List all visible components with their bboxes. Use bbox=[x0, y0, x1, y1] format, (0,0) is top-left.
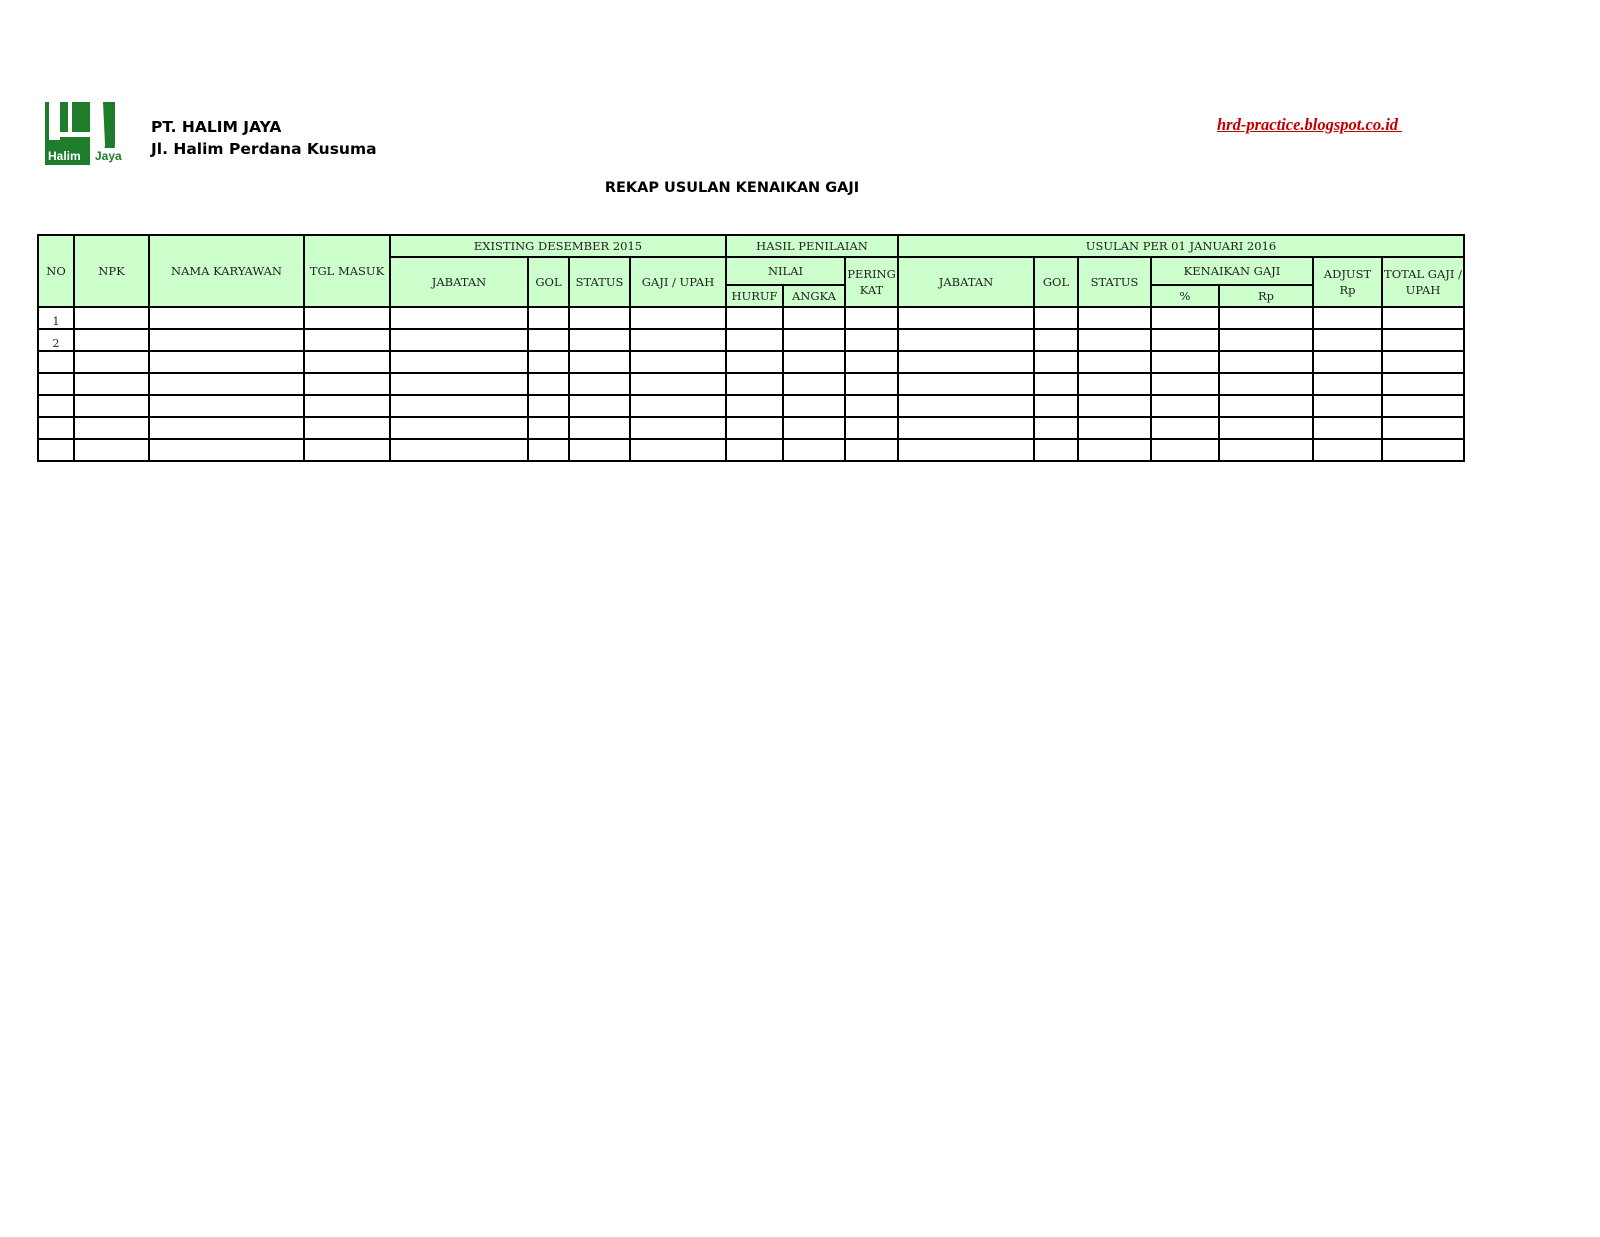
header-total-gaji: TOTAL GAJI / UPAH bbox=[1382, 257, 1464, 307]
cell-huruf bbox=[726, 307, 783, 329]
cell-existing-gaji bbox=[630, 351, 726, 373]
header-usulan-status: STATUS bbox=[1078, 257, 1151, 307]
cell-kenaikan-persen bbox=[1151, 439, 1219, 461]
header-nama-karyawan: NAMA KARYAWAN bbox=[149, 235, 304, 307]
header-nilai: NILAI bbox=[726, 257, 845, 285]
cell-usulan-gol bbox=[1034, 373, 1078, 395]
cell-peringkat bbox=[845, 439, 898, 461]
cell-angka bbox=[783, 307, 845, 329]
cell-usulan-status bbox=[1078, 439, 1151, 461]
cell-existing-gol bbox=[528, 307, 569, 329]
header-kenaikan-gaji: KENAIKAN GAJI bbox=[1151, 257, 1313, 285]
table-row bbox=[38, 417, 1464, 439]
cell-no: 2 bbox=[38, 329, 74, 351]
cell-existing-status bbox=[569, 329, 630, 351]
header-existing-gaji: GAJI / UPAH bbox=[630, 257, 726, 307]
cell-usulan-jabatan bbox=[898, 417, 1034, 439]
table-row bbox=[38, 439, 1464, 461]
cell-existing-jabatan bbox=[390, 373, 528, 395]
cell-nama-karyawan bbox=[149, 395, 304, 417]
cell-angka bbox=[783, 417, 845, 439]
company-address: Jl. Halim Perdana Kusuma bbox=[151, 140, 377, 158]
company-logo bbox=[45, 102, 130, 165]
cell-peringkat bbox=[845, 373, 898, 395]
cell-usulan-jabatan bbox=[898, 373, 1034, 395]
cell-usulan-gol bbox=[1034, 417, 1078, 439]
header-hasil-penilaian-group: HASIL PENILAIAN bbox=[726, 235, 898, 257]
cell-existing-status bbox=[569, 417, 630, 439]
header-existing-gol: GOL bbox=[528, 257, 569, 307]
cell-huruf bbox=[726, 417, 783, 439]
cell-usulan-status bbox=[1078, 351, 1151, 373]
cell-kenaikan-rp bbox=[1219, 351, 1313, 373]
cell-total-gaji bbox=[1382, 439, 1464, 461]
header-usulan-group: USULAN PER 01 JANUARI 2016 bbox=[898, 235, 1464, 257]
cell-kenaikan-persen bbox=[1151, 395, 1219, 417]
cell-existing-gaji bbox=[630, 395, 726, 417]
cell-huruf bbox=[726, 439, 783, 461]
cell-existing-gol bbox=[528, 351, 569, 373]
cell-npk bbox=[74, 329, 149, 351]
document-title: REKAP USULAN KENAIKAN GAJI bbox=[604, 180, 860, 196]
cell-angka bbox=[783, 373, 845, 395]
cell-usulan-jabatan bbox=[898, 351, 1034, 373]
header-adjust-rp: ADJUST Rp bbox=[1313, 257, 1382, 307]
cell-peringkat bbox=[845, 395, 898, 417]
cell-kenaikan-rp bbox=[1219, 417, 1313, 439]
cell-total-gaji bbox=[1382, 307, 1464, 329]
cell-nama-karyawan bbox=[149, 439, 304, 461]
cell-nama-karyawan bbox=[149, 307, 304, 329]
cell-nama-karyawan bbox=[149, 417, 304, 439]
cell-npk bbox=[74, 351, 149, 373]
table-body bbox=[38, 307, 1464, 461]
cell-existing-jabatan bbox=[390, 351, 528, 373]
cell-angka bbox=[783, 439, 845, 461]
cell-no bbox=[38, 439, 74, 461]
header-persen: % bbox=[1151, 285, 1219, 307]
table-row bbox=[38, 373, 1464, 395]
cell-existing-gol bbox=[528, 329, 569, 351]
cell-nama-karyawan bbox=[149, 351, 304, 373]
cell-usulan-jabatan bbox=[898, 307, 1034, 329]
cell-no: 1 bbox=[38, 307, 74, 329]
table-row bbox=[38, 329, 1464, 351]
cell-usulan-gol bbox=[1034, 351, 1078, 373]
cell-usulan-status bbox=[1078, 307, 1151, 329]
cell-adjust-rp bbox=[1313, 395, 1382, 417]
cell-existing-status bbox=[569, 395, 630, 417]
table-row bbox=[38, 307, 1464, 329]
cell-nama-karyawan bbox=[149, 373, 304, 395]
cell-kenaikan-rp bbox=[1219, 373, 1313, 395]
cell-existing-status bbox=[569, 351, 630, 373]
cell-npk bbox=[74, 307, 149, 329]
header-no: NO bbox=[38, 235, 74, 307]
cell-usulan-status bbox=[1078, 417, 1151, 439]
cell-total-gaji bbox=[1382, 395, 1464, 417]
cell-adjust-rp bbox=[1313, 351, 1382, 373]
cell-existing-gol bbox=[528, 395, 569, 417]
cell-kenaikan-persen bbox=[1151, 351, 1219, 373]
cell-peringkat bbox=[845, 329, 898, 351]
halim-jaya-logo-icon bbox=[45, 102, 130, 165]
cell-kenaikan-rp bbox=[1219, 439, 1313, 461]
logo-word-right: Jaya bbox=[95, 149, 122, 163]
cell-peringkat bbox=[845, 351, 898, 373]
cell-total-gaji bbox=[1382, 417, 1464, 439]
header-existing-jabatan: JABATAN bbox=[390, 257, 528, 307]
cell-usulan-jabatan bbox=[898, 439, 1034, 461]
cell-no bbox=[38, 417, 74, 439]
header-huruf: HURUF bbox=[726, 285, 783, 307]
cell-usulan-gol bbox=[1034, 307, 1078, 329]
cell-usulan-jabatan bbox=[898, 395, 1034, 417]
cell-adjust-rp bbox=[1313, 417, 1382, 439]
cell-usulan-jabatan bbox=[898, 329, 1034, 351]
cell-huruf bbox=[726, 373, 783, 395]
cell-usulan-status bbox=[1078, 373, 1151, 395]
cell-npk bbox=[74, 373, 149, 395]
cell-angka bbox=[783, 329, 845, 351]
table-row bbox=[38, 351, 1464, 373]
cell-no bbox=[38, 351, 74, 373]
cell-no bbox=[38, 373, 74, 395]
cell-existing-jabatan bbox=[390, 395, 528, 417]
salary-recap-table bbox=[37, 234, 1465, 462]
cell-angka bbox=[783, 351, 845, 373]
cell-nama-karyawan bbox=[149, 329, 304, 351]
cell-tgl-masuk bbox=[304, 329, 390, 351]
table-row bbox=[38, 395, 1464, 417]
cell-huruf bbox=[726, 329, 783, 351]
cell-usulan-gol bbox=[1034, 329, 1078, 351]
cell-kenaikan-persen bbox=[1151, 417, 1219, 439]
cell-existing-gaji bbox=[630, 373, 726, 395]
header-npk: NPK bbox=[74, 235, 149, 307]
cell-existing-gol bbox=[528, 417, 569, 439]
cell-existing-jabatan bbox=[390, 417, 528, 439]
cell-existing-jabatan bbox=[390, 439, 528, 461]
cell-npk bbox=[74, 417, 149, 439]
company-block bbox=[151, 116, 377, 160]
cell-existing-gol bbox=[528, 439, 569, 461]
header-existing-status: STATUS bbox=[569, 257, 630, 307]
cell-adjust-rp bbox=[1313, 307, 1382, 329]
cell-adjust-rp bbox=[1313, 373, 1382, 395]
website-link[interactable]: hrd-practice.blogspot.co.id bbox=[1217, 115, 1399, 134]
logo-word-left: Halim bbox=[48, 149, 81, 163]
cell-existing-status bbox=[569, 307, 630, 329]
cell-huruf bbox=[726, 351, 783, 373]
cell-adjust-rp bbox=[1313, 439, 1382, 461]
cell-usulan-gol bbox=[1034, 439, 1078, 461]
cell-existing-gaji bbox=[630, 439, 726, 461]
cell-kenaikan-persen bbox=[1151, 329, 1219, 351]
cell-existing-jabatan bbox=[390, 329, 528, 351]
cell-kenaikan-persen bbox=[1151, 373, 1219, 395]
cell-existing-gaji bbox=[630, 417, 726, 439]
cell-kenaikan-rp bbox=[1219, 307, 1313, 329]
cell-usulan-status bbox=[1078, 395, 1151, 417]
cell-kenaikan-persen bbox=[1151, 307, 1219, 329]
company-name: PT. HALIM JAYA bbox=[151, 118, 282, 136]
cell-total-gaji bbox=[1382, 329, 1464, 351]
cell-tgl-masuk bbox=[304, 417, 390, 439]
cell-existing-gaji bbox=[630, 307, 726, 329]
cell-existing-gaji bbox=[630, 329, 726, 351]
cell-usulan-status bbox=[1078, 329, 1151, 351]
cell-no bbox=[38, 395, 74, 417]
header-existing-group: EXISTING DESEMBER 2015 bbox=[390, 235, 726, 257]
cell-usulan-gol bbox=[1034, 395, 1078, 417]
cell-kenaikan-rp bbox=[1219, 329, 1313, 351]
cell-total-gaji bbox=[1382, 373, 1464, 395]
cell-existing-status bbox=[569, 373, 630, 395]
cell-total-gaji bbox=[1382, 351, 1464, 373]
cell-peringkat bbox=[845, 307, 898, 329]
cell-tgl-masuk bbox=[304, 395, 390, 417]
cell-angka bbox=[783, 395, 845, 417]
cell-existing-jabatan bbox=[390, 307, 528, 329]
cell-tgl-masuk bbox=[304, 307, 390, 329]
cell-existing-gol bbox=[528, 373, 569, 395]
header-tgl-masuk: TGL MASUK bbox=[304, 235, 390, 307]
cell-existing-status bbox=[569, 439, 630, 461]
cell-tgl-masuk bbox=[304, 373, 390, 395]
cell-tgl-masuk bbox=[304, 351, 390, 373]
header-usulan-jabatan: JABATAN bbox=[898, 257, 1034, 307]
header-peringkat: PERING KAT bbox=[845, 257, 898, 307]
header-usulan-gol: GOL bbox=[1034, 257, 1078, 307]
cell-kenaikan-rp bbox=[1219, 395, 1313, 417]
cell-huruf bbox=[726, 395, 783, 417]
header-rp: Rp bbox=[1219, 285, 1313, 307]
header-angka: ANGKA bbox=[783, 285, 845, 307]
cell-npk bbox=[74, 439, 149, 461]
cell-tgl-masuk bbox=[304, 439, 390, 461]
cell-npk bbox=[74, 395, 149, 417]
cell-adjust-rp bbox=[1313, 329, 1382, 351]
cell-peringkat bbox=[845, 417, 898, 439]
